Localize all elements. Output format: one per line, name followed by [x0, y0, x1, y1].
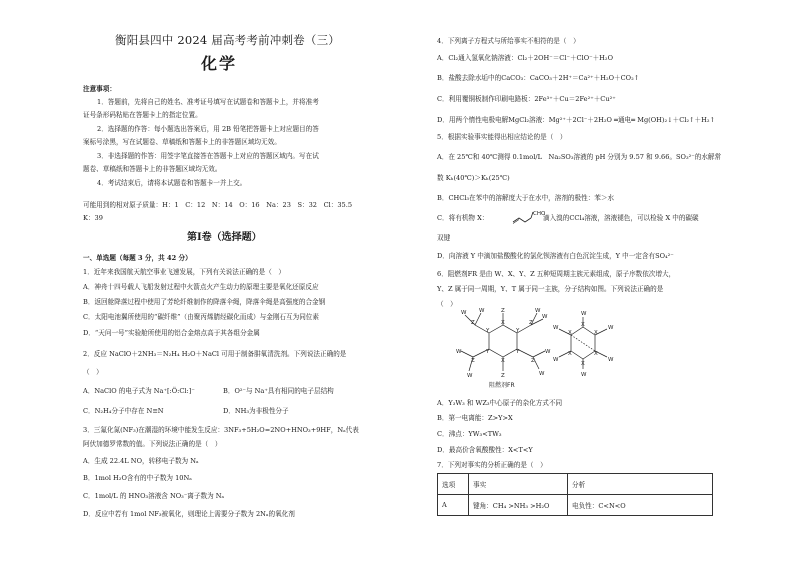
option: B．O²⁻与 Na⁺具有相同的电子层结构: [223, 387, 334, 395]
svg-text:X: X: [581, 322, 585, 328]
question-5: 5．根据实验事实能得出相应结论的是（ ）: [437, 133, 567, 141]
option: C．将有机物 X：: [437, 214, 489, 222]
svg-text:W: W: [545, 349, 551, 355]
option: D．最高价含氧酸酸性：X<T<Y: [437, 446, 533, 454]
notice-line: 2．选择题的作答：每小题选出答案后，用 2B 铅笔把答题卡上对应题目的答: [97, 125, 319, 133]
option: C．太阳电池翼所使用的“碳纤维”（由聚丙烯腈经碳化而成）与金刚石互为同位素: [83, 313, 319, 321]
svg-text:Y: Y: [516, 328, 520, 334]
option-cont: 滴入溴的CCl₄溶液，溶液褪色，可以检验 X 中的碳碳: [543, 214, 699, 222]
svg-text:X: X: [568, 330, 572, 336]
svg-text:Z: Z: [471, 358, 475, 364]
table-row: [438, 495, 713, 516]
option: D．NH₃为非极性分子: [223, 407, 289, 415]
structure-x-icon: [511, 208, 546, 224]
table-cell: 键角：CH₄ >NH₃ >H₂O: [469, 495, 568, 516]
svg-text:X: X: [594, 330, 598, 336]
option: C．N₂H₄分子中存在 N≡N: [83, 407, 164, 415]
svg-text:X: X: [594, 351, 598, 357]
cho-label: CHO: [533, 211, 546, 217]
table-cell: A: [438, 495, 469, 516]
table-header-cell: 事实: [469, 474, 568, 495]
notice-line: 证号条形码粘贴在答题卡上的指定位置。: [83, 111, 202, 119]
atomic-mass-line: 可能用到的相对原子质量：H：1 C：12 N：14 O：16 Na：23 S：32 Cl：35.5: [83, 201, 353, 209]
table-header-row: [438, 474, 713, 495]
svg-text:W: W: [608, 357, 614, 363]
question-6: 6．阻燃剂FR 是由 W、X、Y、Z 五种短周期主族元素组成，原子序数依次增大，: [437, 270, 676, 278]
svg-text:Z: Z: [529, 320, 533, 326]
option: D．反应中若有 1mol NF₃被氧化，则理论上需要分子数为 2Nₐ的氧化剂: [83, 510, 295, 518]
notice-line: 4．考试结束后，请将本试题卷和答题卡一并上交。: [97, 179, 247, 187]
figure-caption: 阻燃剂FR: [489, 382, 515, 389]
svg-text:Y: Y: [486, 328, 490, 334]
option: B．盐酸去除水垢中的CaCO₃：CaCO₃＋2H⁺＝Ca²⁺＋H₂O＋CO₂↑: [437, 74, 640, 82]
svg-text:W: W: [456, 349, 462, 355]
option: A．Y₃W₃ 和 WZ₃中心原子的杂化方式不同: [437, 399, 563, 407]
svg-text:W: W: [535, 308, 541, 314]
svg-text:W: W: [553, 357, 559, 363]
option: C．利用覆铜板制作印刷电路板：2Fe³⁺＋Cu＝2Fe²⁺＋Cu²⁺: [437, 95, 616, 103]
answer-paren: （ ）: [83, 368, 103, 376]
option: B．返回舱降落过程中使用了芳纶纤维制作的降落伞绳，降落伞绳是高强度的合金钢: [83, 298, 326, 306]
option-cont: 双键: [437, 234, 451, 242]
notice-line: 3．非选择题的作答：用签字笔直接答在答题卡上对应的答题区域内。写在试: [97, 152, 319, 160]
option: B．1mol H₂O含有的中子数为 10Nₐ: [83, 474, 192, 482]
part-heading: 一、单选题（每题 3 分，共 42 分）: [83, 254, 192, 262]
option: D．向溶液 Y 中滴加盐酸酸化的氯化钡溶液有白色沉淀生成，Y 中一定含有SO₄²⁻: [437, 252, 674, 260]
notice-heading: 注意事项：: [83, 85, 116, 93]
svg-text:W: W: [542, 314, 548, 320]
svg-text:W: W: [553, 325, 559, 331]
table-cell: 电负性：C<N<O: [568, 495, 713, 516]
atomic-mass-line: K：39: [83, 214, 103, 222]
notice-line: 题卷、草稿纸和答题卡上的非答题区域均无效。: [83, 165, 222, 173]
molecule-structure-diagram: [441, 305, 621, 391]
question-6-cont: Y、Z 属于同一周期，Y、T 属于同一主族，分子结构如图。下列说法正确的是: [437, 285, 664, 293]
svg-text:W: W: [467, 373, 473, 379]
svg-text:X: X: [501, 320, 505, 326]
notice-line: 案标号涂黑，写在试题卷、草稿纸和答题卡上的非答题区域均无效。: [83, 138, 281, 146]
svg-text:Y: Y: [486, 349, 490, 355]
option: B．CHCl₃在苯中的溶解度大于在水中，溶剂的极性：苯＞水: [437, 194, 615, 202]
svg-text:X: X: [581, 361, 585, 367]
svg-text:X: X: [501, 358, 505, 364]
option: A．NaClO 的电子式为 Na⁺[:Ö:Cl:]⁻: [83, 387, 195, 395]
svg-text:W: W: [608, 325, 614, 331]
analysis-table: [437, 473, 713, 516]
question-1: 1．近年来我国航天航空事业飞速发展，下列有关说法正确的是（ ）: [83, 268, 286, 276]
section-title: 第Ⅰ卷（选择题）: [187, 232, 262, 243]
option: A．在 25℃和 40℃测得 0.1mol/L Na₂SO₃溶液的 pH 分别为 9.57 和 9.66。SO₃²⁻的水解常: [437, 153, 722, 161]
question-3: 3．三氟化氮(NF₃)在潮湿的环境中能发生反应：3NF₃+5H₂O=2NO+HNO₃+9HF，Nₐ代表: [83, 426, 359, 434]
question-3-cont: 阿伏加德罗常数的值。下列说法正确的是（ ）: [83, 440, 222, 448]
svg-text:X: X: [568, 351, 572, 357]
question-4: 4．下列离子方程式与所给事实不相符的是（ ）: [437, 37, 580, 45]
svg-text:W: W: [581, 311, 587, 317]
table-header-cell: 选项: [438, 474, 469, 495]
option: C．沸点：YW₃<TW₃: [437, 430, 502, 438]
notice-line: 1．答题前，先将自己的姓名、准考证号填写在试题卷和答题卡上，并将准考: [97, 98, 319, 106]
option: D．“天问一号”实验舱所使用的铝合金熔点高于其各组分金属: [83, 329, 260, 337]
exam-title: 衡阳县四中 2024 届高考考前冲刺卷（三）: [115, 33, 340, 47]
option: C．1mol/L 的 HNO₃溶液含 NO₃⁻离子数为 Nₐ: [83, 492, 225, 500]
option: D．用两个惰性电极电解MgCl₂溶液：Mg²⁺＋2Cl⁻＋2H₂O ═通电═ Mg(OH)₂↓＋Cl₂↑＋H₂↑: [437, 116, 716, 124]
option: A．Cl₂通入氢氧化钠溶液：Cl₂＋2OH⁻＝Cl⁻＋ClO⁻＋H₂O: [437, 54, 613, 62]
svg-text:Z: Z: [501, 308, 505, 314]
svg-text:W: W: [581, 372, 587, 378]
option: B．第一电离能：Z>Y>X: [437, 414, 513, 422]
option: A．神舟十四号载人飞船发射过程中火箭点火产生动力的原理主要是氧化还原反应: [83, 283, 319, 291]
question-2: 2．反应 NaClO＋2NH₃＝N₂H₄ H₂O＋NaCl 可用于制备肼氧清洗剂。下列说法正确的是: [83, 350, 347, 358]
svg-text:W: W: [479, 308, 485, 314]
option: A．生成 22.4L NO，转移电子数为 Nₐ: [83, 457, 199, 465]
table-header-cell: 分析: [568, 474, 713, 495]
subject-title: 化学: [201, 54, 238, 73]
option-cont: 数 Kₕ(40℃)＞Kₕ(25℃): [437, 174, 510, 182]
svg-text:Z: Z: [531, 358, 535, 364]
answer-paren: （ ）: [437, 300, 457, 308]
svg-text:W: W: [461, 310, 467, 316]
svg-text:Z: Z: [501, 373, 505, 379]
svg-text:Z: Z: [471, 320, 475, 326]
question-7: 7．下列对事实的分析正确的是（ ）: [437, 461, 547, 469]
svg-text:Y: Y: [516, 349, 520, 355]
svg-text:W: W: [539, 371, 545, 377]
